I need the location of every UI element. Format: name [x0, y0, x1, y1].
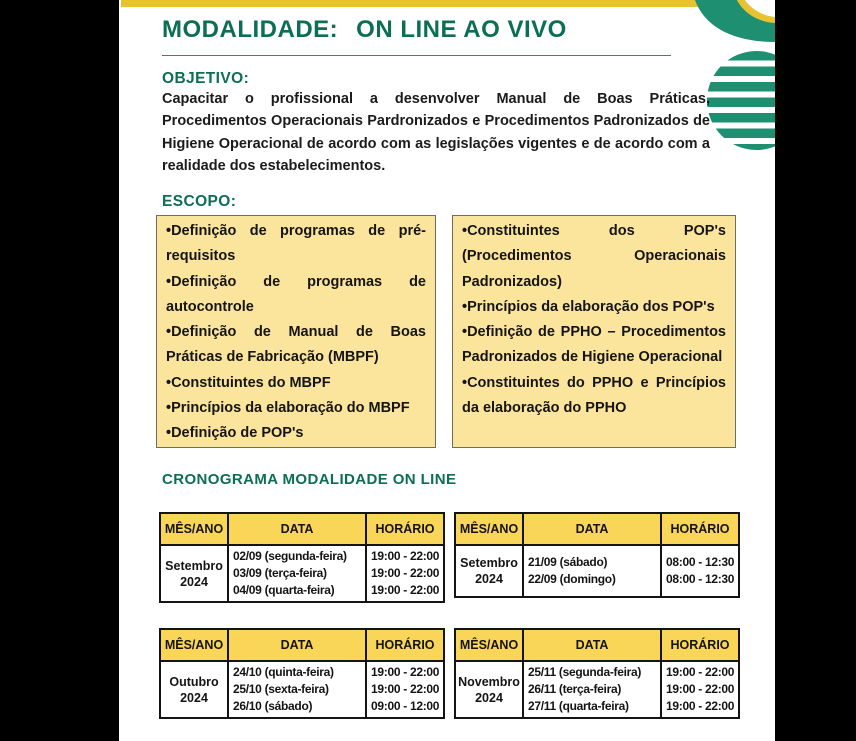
col-header-horario: HORÁRIO [661, 513, 739, 545]
times-cell [366, 545, 444, 602]
year-label: 2024 [475, 572, 503, 586]
escopo-item: •Definição de POP's [166, 425, 304, 442]
month-cell [455, 545, 523, 597]
escopo-heading: ESCOPO: [162, 193, 237, 210]
escopo-item: •Constituintes dos POP's (Procedimentos Operacionais Padronizados) [462, 223, 726, 290]
month-cell [160, 661, 228, 718]
times-cell [366, 661, 444, 718]
objetivo-heading: OBJETIVO: [162, 70, 250, 87]
date-line: 04/09 (quarta-feira) [233, 583, 335, 597]
col-header-mes-ano: MÊS/ANO [160, 629, 228, 661]
date-line: 22/09 (domingo) [528, 572, 616, 586]
col-header-horario: HORÁRIO [661, 629, 739, 661]
dates-cell [523, 661, 661, 718]
escopo-item: •Definição de PPHO – Procedimentos Padronizados de Higiene Operacional [462, 324, 726, 366]
dates-cell [523, 545, 661, 597]
escopo-item: •Definição de programas de autocontrole [166, 273, 426, 315]
escopo-item: •Constituintes do MBPF [166, 374, 331, 391]
escopo-left-box [156, 215, 436, 448]
times-cell [661, 545, 739, 597]
title-underline [162, 55, 671, 56]
dates-cell [228, 545, 366, 602]
escopo-item: •Definição de Manual de Boas Práticas de Fabricação (MBPF) [166, 324, 426, 366]
escopo-item: •Constituintes do PPHO e Princípios da elaboração do PPHO [462, 374, 726, 417]
table-row [160, 661, 444, 718]
table-row [455, 661, 739, 718]
date-line: 27/11 (quarta-feira) [528, 699, 629, 713]
schedule-table [454, 512, 740, 598]
year-label: 2024 [180, 574, 208, 589]
times-cell [661, 661, 739, 718]
schedule-table [159, 512, 445, 603]
month-label: Outubro [169, 674, 219, 689]
objetivo-paragraph: Capacitar o profissional a desenvolver Manual de Boas Práticas, Procedimentos Operacionais Pardronizados e Procedimentos Padronizados de Higiene Operacional de acordo com as legislações vigentes e de acordo com a realidade dos estabelecimentos. [162, 91, 710, 175]
date-line: 03/09 (terça-feira) [233, 566, 327, 580]
col-header-mes-ano: MÊS/ANO [455, 513, 523, 545]
col-header-mes-ano: MÊS/ANO [455, 629, 523, 661]
time-line: 08:00 - 12:30 [666, 572, 735, 586]
col-header-mes-ano: MÊS/ANO [160, 513, 228, 545]
col-header-horario: HORÁRIO [366, 629, 444, 661]
col-header-data: DATA [523, 629, 661, 661]
table-row [160, 545, 444, 602]
date-line: 25/11 (segunda-feira) [528, 665, 642, 679]
schedule-table [159, 628, 445, 719]
month-label: Setembro [460, 556, 518, 570]
page-title [162, 16, 722, 44]
escopo-right-box [452, 215, 736, 448]
cronograma-heading: CRONOGRAMA MODALIDADE ON LINE [162, 471, 457, 488]
date-line: 25/10 (sexta-feira) [233, 682, 329, 696]
flyer-page [119, 0, 775, 741]
col-header-data: DATA [228, 629, 366, 661]
time-line: 19:00 - 22:00 [666, 682, 735, 696]
date-line: 26/10 (sábado) [233, 699, 313, 713]
col-header-data: DATA [523, 513, 661, 545]
page-title-value: ON LINE AO VIVO [356, 16, 567, 43]
table-row [455, 545, 739, 597]
time-line: 19:00 - 22:00 [666, 665, 735, 679]
time-line: 08:00 - 12:30 [666, 555, 735, 569]
col-header-data: DATA [228, 513, 366, 545]
date-line: 02/09 (segunda-feira) [233, 549, 347, 563]
escopo-item: •Princípios da elaboração dos POP's [462, 298, 715, 315]
time-line: 19:00 - 22:00 [371, 682, 440, 696]
date-line: 26/11 (terça-feira) [528, 682, 622, 696]
schedule-table [454, 628, 740, 719]
time-line: 19:00 - 22:00 [371, 665, 440, 679]
year-label: 2024 [475, 690, 503, 705]
time-line: 19:00 - 22:00 [371, 549, 440, 563]
month-label: Novembro [458, 674, 520, 689]
year-label: 2024 [180, 690, 208, 705]
escopo-item: •Princípios da elaboração do MBPF [166, 400, 410, 417]
col-header-horario: HORÁRIO [366, 513, 444, 545]
month-cell [455, 661, 523, 718]
time-line: 19:00 - 22:00 [371, 583, 440, 597]
month-cell [160, 545, 228, 602]
time-line: 19:00 - 22:00 [371, 566, 440, 580]
page-title-label: MODALIDADE: [162, 16, 339, 43]
time-line: 09:00 - 12:00 [371, 699, 440, 713]
escopo-item: •Definição de programas de pré-requisitos [166, 223, 426, 265]
date-line: 24/10 (quinta-feira) [233, 665, 334, 679]
time-line: 19:00 - 22:00 [666, 699, 735, 713]
month-label: Setembro [165, 558, 223, 573]
dates-cell [228, 661, 366, 718]
date-line: 21/09 (sábado) [528, 555, 608, 569]
